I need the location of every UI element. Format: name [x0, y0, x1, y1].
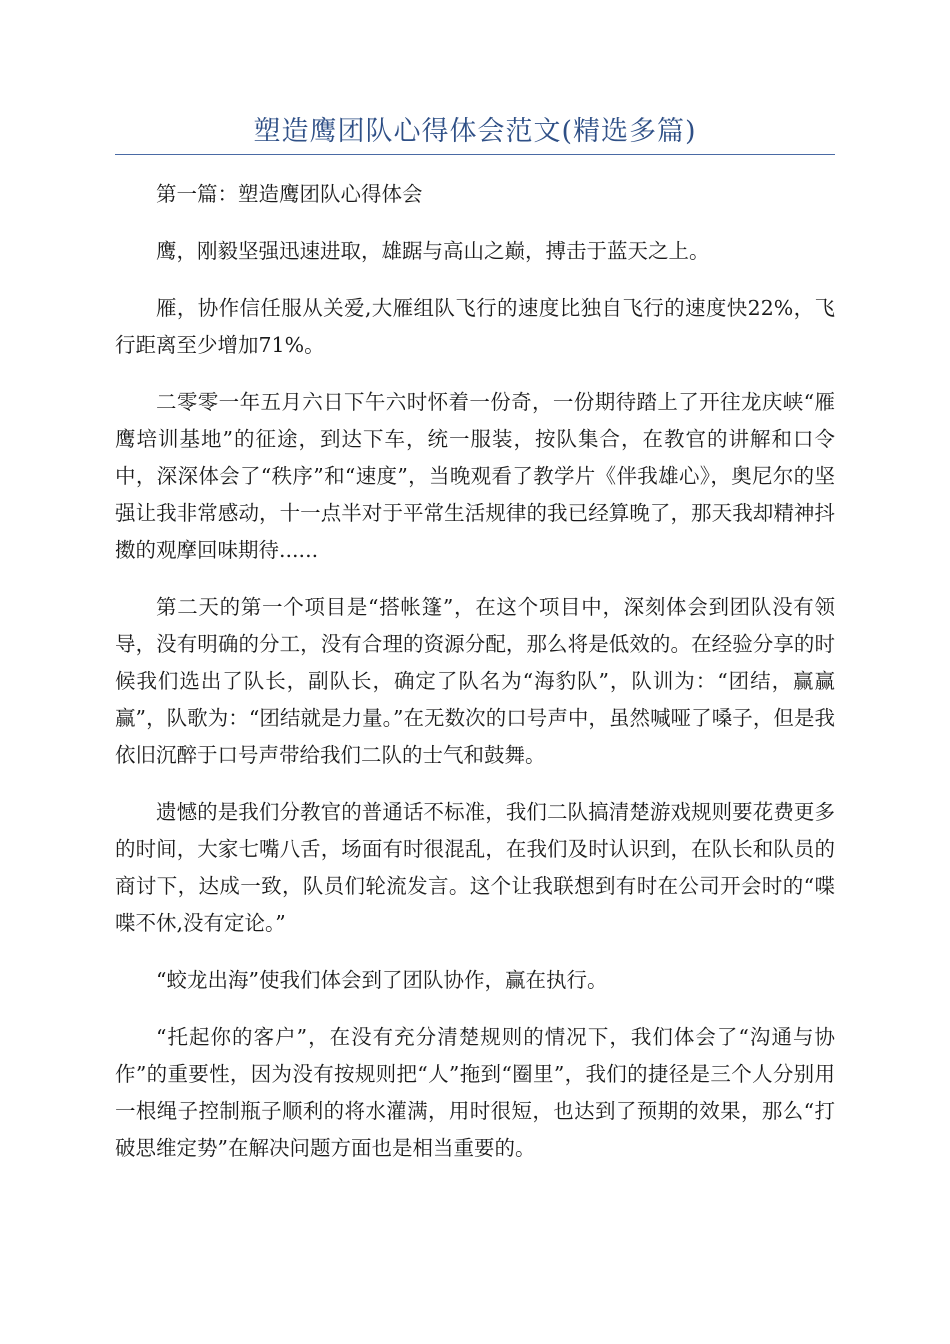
paragraph: 鹰，刚毅坚强迅速进取，雄踞与高山之巅，搏击于蓝天之上。	[156, 239, 710, 263]
document-title: 塑造鹰团队心得体会范文(精选多篇)	[253, 116, 697, 147]
title-underline	[115, 154, 835, 155]
section-heading: 第一篇：塑造鹰团队心得体会	[156, 182, 423, 206]
paragraph: 雁，协作信任服从关爱,大雁组队飞行的速度比独自飞行的速度快22%，飞行距离至少增加71%。	[115, 296, 835, 357]
paragraph: “蛟龙出海”使我们体会到了团队协作，赢在执行。	[156, 968, 608, 992]
paragraph: 遗憾的是我们分教官的普通话不标准，我们二队搞清楚游戏规则要花费更多的时间，大家七嘴八舌，场面有时很混乱，在我们及时认识到，在队长和队员的商讨下，达成一致，队员们轮流发言。这个让我联想到有时在公司开会时的“喋喋不休,没有定论。”	[115, 800, 835, 935]
document-body	[115, 176, 835, 1187]
paragraph: “托起你的客户”，在没有充分清楚规则的情况下，我们体会了“沟通与协作”的重要性，因为没有按规则把“人”拖到“圈里”，我们的捷径是三个人分别用一根绳子控制瓶子顺利的将水灌满，用时很短，也达到了预期的效果，那么“打破思维定势”在解决问题方面也是相当重要的。	[115, 1025, 835, 1160]
paragraph: 第二天的第一个项目是“搭帐篷”，在这个项目中，深刻体会到团队没有领导，没有明确的分工，没有合理的资源分配，那么将是低效的。在经验分享的时候我们选出了队长，副队长，确定了队名为“海豹队”，队训为：“团结，赢赢赢”，队歌为：“团结就是力量。”在无数次的口号声中，虽然喊哑了嗓子，但是我依旧沉醉于口号声带给我们二队的士气和鼓舞。	[115, 595, 835, 767]
paragraph: 二零零一年五月六日下午六时怀着一份奇，一份期待踏上了开往龙庆峡“雁鹰培训基地”的征途，到达下车，统一服装，按队集合，在教官的讲解和口令中，深深体会了“秩序”和“速度”，当晚观看了教学片《伴我雄心》，奥尼尔的坚强让我非常感动，十一点半对于平常生活规律的我已经算晚了，那天我却精神抖擞的观摩回味期待......	[115, 390, 835, 562]
